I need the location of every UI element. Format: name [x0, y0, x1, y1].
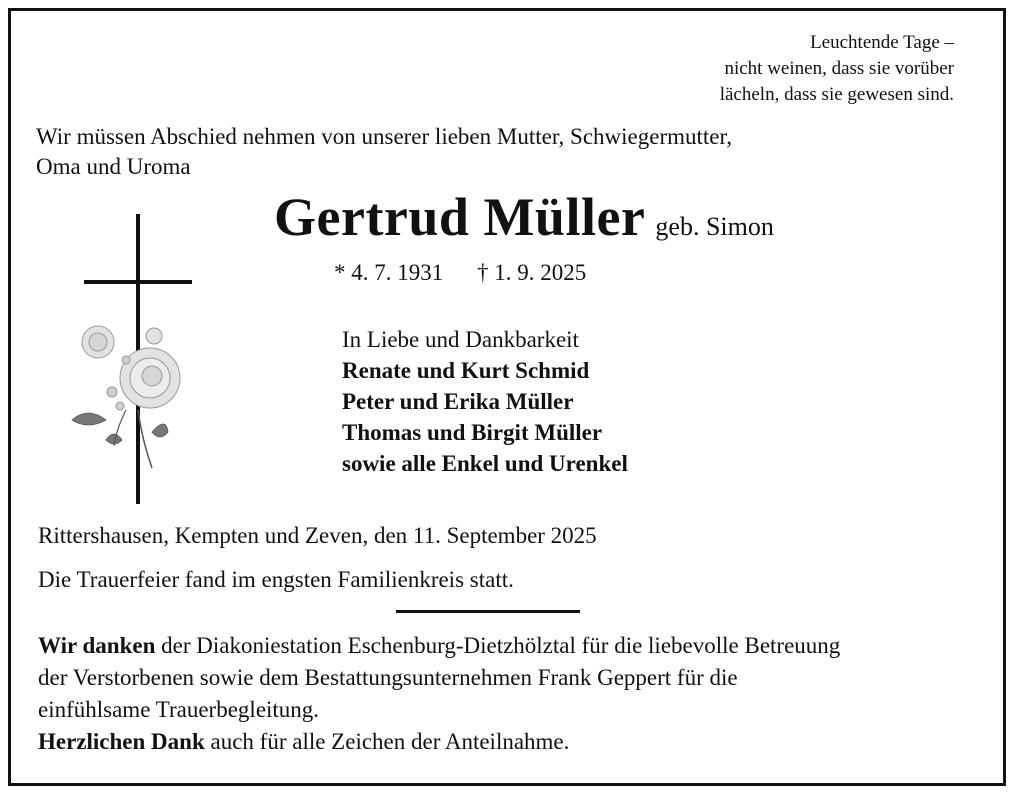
- cross-with-roses-image: [66, 210, 206, 510]
- poem-line: nicht weinen, dass sie vorüber: [724, 58, 954, 79]
- leaves-icon: [72, 413, 168, 444]
- deceased-name-line: [274, 186, 774, 248]
- thanks-bold: Herzlichen Dank: [38, 729, 205, 754]
- mourner-name: Renate und Kurt Schmid: [342, 358, 590, 383]
- divider: [396, 610, 580, 613]
- thanks-line: [38, 726, 988, 758]
- thanks-line: [38, 630, 988, 662]
- thanks-text: der Diakoniestation Eschenburg-Dietzhölztal für die liebevolle Betreuung: [155, 633, 841, 658]
- intro-text: [36, 122, 732, 182]
- ceremony-note: Die Trauerfeier fand im engsten Familienkreis statt.: [38, 567, 514, 592]
- death-date: † 1. 9. 2025: [477, 260, 587, 285]
- mourner-name: sowie alle Enkel und Urenkel: [342, 451, 628, 476]
- thanks-text: auch für alle Zeichen der Anteilnahme.: [204, 729, 570, 754]
- cross-horizontal-beam: [84, 280, 192, 284]
- mourners-lead: In Liebe und Dankbarkeit: [342, 327, 579, 352]
- deceased-name: Gertrud Müller: [274, 187, 646, 247]
- thanks-block: [38, 630, 988, 758]
- poem-line: lächeln, dass sie gewesen sind.: [719, 84, 954, 105]
- thanks-line: einfühlsame Trauerbegleitung.: [38, 697, 320, 722]
- thanks-bold: Wir danken: [38, 633, 156, 658]
- poem: [720, 30, 954, 108]
- mourners-block: [342, 324, 628, 479]
- thanks-line: der Verstorbenen sowie dem Bestattungsunternehmen Frank Geppert für die: [38, 665, 738, 690]
- life-dates: [334, 260, 586, 286]
- birth-name: geb. Simon: [655, 212, 774, 241]
- birth-date: * 4. 7. 1931: [334, 260, 444, 285]
- poem-line: Leuchtende Tage –: [810, 32, 954, 53]
- place-and-date: Rittershausen, Kempten und Zeven, den 11. September 2025: [38, 523, 597, 548]
- mourner-name: Thomas und Birgit Müller: [342, 420, 603, 445]
- roses-icon: [82, 326, 180, 410]
- mourner-name: Peter und Erika Müller: [342, 389, 574, 414]
- intro-line: Oma und Uroma: [36, 154, 191, 179]
- intro-line: Wir müssen Abschied nehmen von unserer lieben Mutter, Schwiegermutter,: [36, 124, 732, 149]
